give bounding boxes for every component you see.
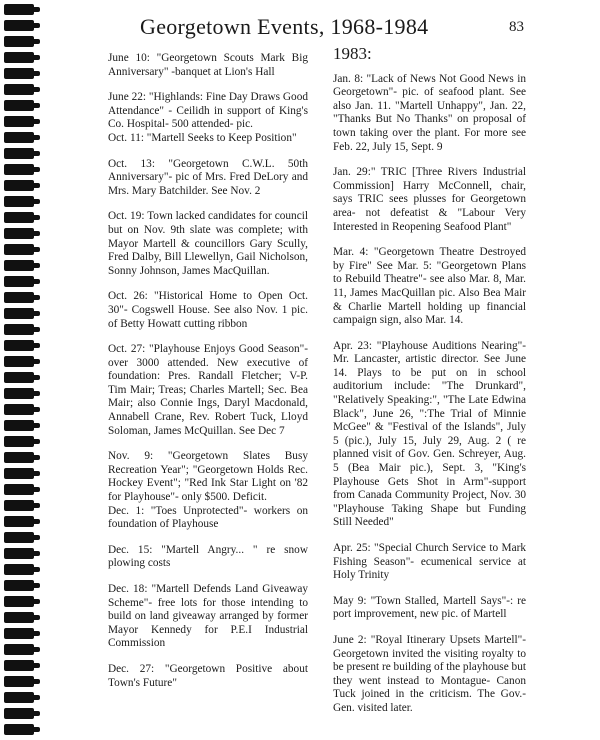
event-text: Jan. 8: "Lack of News Not Good News in Georgetown"- pic. of seafood plant. See also Jan. 11. "Martell Unhappy", Jan. 22, "Thanks But No Thanks" on proposal of town taking over the plant. For more see Feb. 22, July 15, Sept. 9 <box>333 72 526 153</box>
event-entry <box>108 343 308 438</box>
event-text: June 22: "Highlands: Fine Day Draws Good Attendance" - Ceilidh in support of King's Co. Hospital- 500 attended- pic. <box>108 91 308 131</box>
binding-hole <box>4 52 34 63</box>
binding-hole <box>4 708 34 719</box>
binding-hole <box>4 596 34 607</box>
binding-hole <box>4 420 34 431</box>
event-entry <box>108 583 308 651</box>
binding-hole <box>4 452 34 463</box>
event-text: Oct. 27: "Playhouse Enjoys Good Season"- over 3000 attended. New executive of foundation: Pres. Randall Fletcher; V-P. Tim Mair; Treas; Charles Martell; Sec. Bea Mair; also Connie Ings, Daryl Macdonald, Annabell Crane, Rev. Robert Tuck, Lloyd Soloman, James McQuillan. See Dec 7 <box>108 343 308 437</box>
binding-hole <box>4 308 34 319</box>
binding-hole <box>4 564 34 575</box>
event-text: Dec. 1: "Toes Unprotected"- workers on foundation of Playhouse <box>108 504 308 531</box>
event-entry <box>333 542 526 583</box>
binding-hole <box>4 180 34 191</box>
event-entry <box>108 663 308 690</box>
binding-hole <box>4 148 34 159</box>
binding-hole <box>4 404 34 415</box>
event-entry <box>333 73 526 155</box>
event-text: Apr. 25: "Special Church Service to Mark Fishing Season"- ecumenical service at Holy Trinity <box>333 542 526 582</box>
event-entry <box>108 544 308 571</box>
event-text: Dec. 15: "Martell Angry... " re snow plowing costs <box>108 543 308 570</box>
event-entry <box>333 340 526 530</box>
event-text: Oct. 19: Town lacked candidates for council but on Nov. 9th slate was complete; with Mayor Martell & councillors Gary Scully, Fred Dalby, Bill Llewellyn, Gail Nicholson, Sonny Johnson, James MacQuillan. <box>108 210 308 277</box>
binding-hole <box>4 468 34 479</box>
binding-hole <box>4 724 34 735</box>
binding-hole <box>4 372 34 383</box>
binding-hole <box>4 100 34 111</box>
binding-hole <box>4 228 34 239</box>
binding-hole <box>4 324 34 335</box>
event-text: Dec. 27: "Georgetown Positive about Town's Future" <box>108 662 308 689</box>
event-entry <box>108 52 308 79</box>
binding-hole <box>4 532 34 543</box>
year-heading: 1983: <box>333 44 372 63</box>
binding-hole <box>4 500 34 511</box>
binding-hole <box>4 692 34 703</box>
event-entry <box>333 246 526 328</box>
event-text: Oct. 26: "Historical Home to Open Oct. 30"- Cogswell House. See also Nov. 1 pic. of Betty Howatt cutting ribbon <box>108 290 308 330</box>
event-text: Dec. 18: "Martell Defends Land Giveaway Scheme"- free lots for those intending to build on land giveaway arranged by former Mayor Kennedy for P.E.I Industrial Commission <box>108 583 308 650</box>
binding-hole <box>4 84 34 95</box>
binding-hole <box>4 260 34 271</box>
binding-hole <box>4 644 34 655</box>
binding-hole <box>4 132 34 143</box>
binding-hole <box>4 212 34 223</box>
event-entry <box>108 158 308 199</box>
event-text: Nov. 9: "Georgetown Slates Busy Recreation Year"; "Georgetown Holds Rec. Hockey Event"; "Red Ink Star Light on '82 for Playhouse"- only $500. Deficit. <box>108 450 308 504</box>
page-title: Georgetown Events, 1968-1984 <box>140 14 429 39</box>
binding-hole <box>4 628 34 639</box>
event-text: June 10: "Georgetown Scouts Mark Big Anniversary" -banquet at Lion's Hall <box>108 52 308 78</box>
binding-hole <box>4 356 34 367</box>
page-number: 83 <box>509 19 524 35</box>
binding-hole <box>4 612 34 623</box>
binding-hole <box>4 68 34 79</box>
event-text: Oct. 11: "Martell Seeks to Keep Position" <box>108 131 297 144</box>
binding-hole <box>4 20 34 31</box>
event-entry <box>108 290 308 331</box>
binding-hole <box>4 292 34 303</box>
binding-hole <box>4 244 34 255</box>
binding-hole <box>4 676 34 687</box>
event-entry <box>333 595 526 622</box>
binding-hole <box>4 196 34 207</box>
binding-hole <box>4 4 34 15</box>
event-text: May 9: "Town Stalled, Martell Says"-: re port improvement, new pic. of Martell <box>333 594 526 621</box>
spiral-binding <box>0 0 40 740</box>
event-text: Mar. 4: "Georgetown Theatre Destroyed by Fire" See Mar. 5: "Georgetown Plans to Rebuild Theatre"- see also Mar. 8, Mar. 11, James MacQuillan pic. Also Bea Mair & Charlie Martell holding up financial campaign sign, also Mar. 14. <box>333 246 526 327</box>
event-entry <box>108 210 308 278</box>
binding-hole <box>4 276 34 287</box>
event-entry <box>333 634 526 716</box>
binding-hole <box>4 548 34 559</box>
event-text: Oct. 13: "Georgetown C.W.L. 50th Anniversary"- pic of Mrs. Fred DeLory and Mrs. Mary Batchilder. See Nov. 2 <box>108 157 308 197</box>
binding-hole <box>4 660 34 671</box>
binding-hole <box>4 164 34 175</box>
event-entry <box>333 166 526 234</box>
binding-hole <box>4 516 34 527</box>
event-text: Apr. 23: "Playhouse Auditions Nearing"- Mr. Lancaster, artistic director. See June 14. Plays to be put on in school auditorium include: "The Drunkard", "Relatively Speaking:", "The Late Edwina Black", June 26, ":The Trial of Minnie McGee" & "Festival of the Islands", July 5 (pic.), July 15, July 29, Aug. 2 ( re planned visit of Gov. Gen. Schreyer, Aug. 5 (Bea Mair pic.), Sept. 3, "King's Playhouse Gets Shot in Arm"-support from Canada Community Project, Nov. 30 "Playhouse Taking Shape but Funding Still Needed" <box>333 339 526 529</box>
binding-hole <box>4 484 34 495</box>
event-entry <box>108 450 308 532</box>
binding-hole <box>4 580 34 591</box>
binding-hole <box>4 388 34 399</box>
binding-hole <box>4 436 34 447</box>
binding-hole <box>4 36 34 47</box>
right-column <box>333 44 526 728</box>
left-column <box>108 52 308 702</box>
event-text: Jan. 29:" TRIC [Three Rivers Industrial Commission] Harry McConnell, chair, says TRIC sees plusses for Georgetown area- not defeatist & "Labour Very Interested in Reopening Seafood Plant" <box>333 166 526 233</box>
binding-hole <box>4 116 34 127</box>
event-entry <box>108 91 308 145</box>
event-text: June 2: "Royal Itinerary Upsets Martell"- Georgetown invited the visiting royalty to be present re building of the playhouse but they went instead to Montague- Canon Tuck joined in the criticism. The Gov.- Gen. visited later. <box>333 633 526 714</box>
binding-hole <box>4 340 34 351</box>
